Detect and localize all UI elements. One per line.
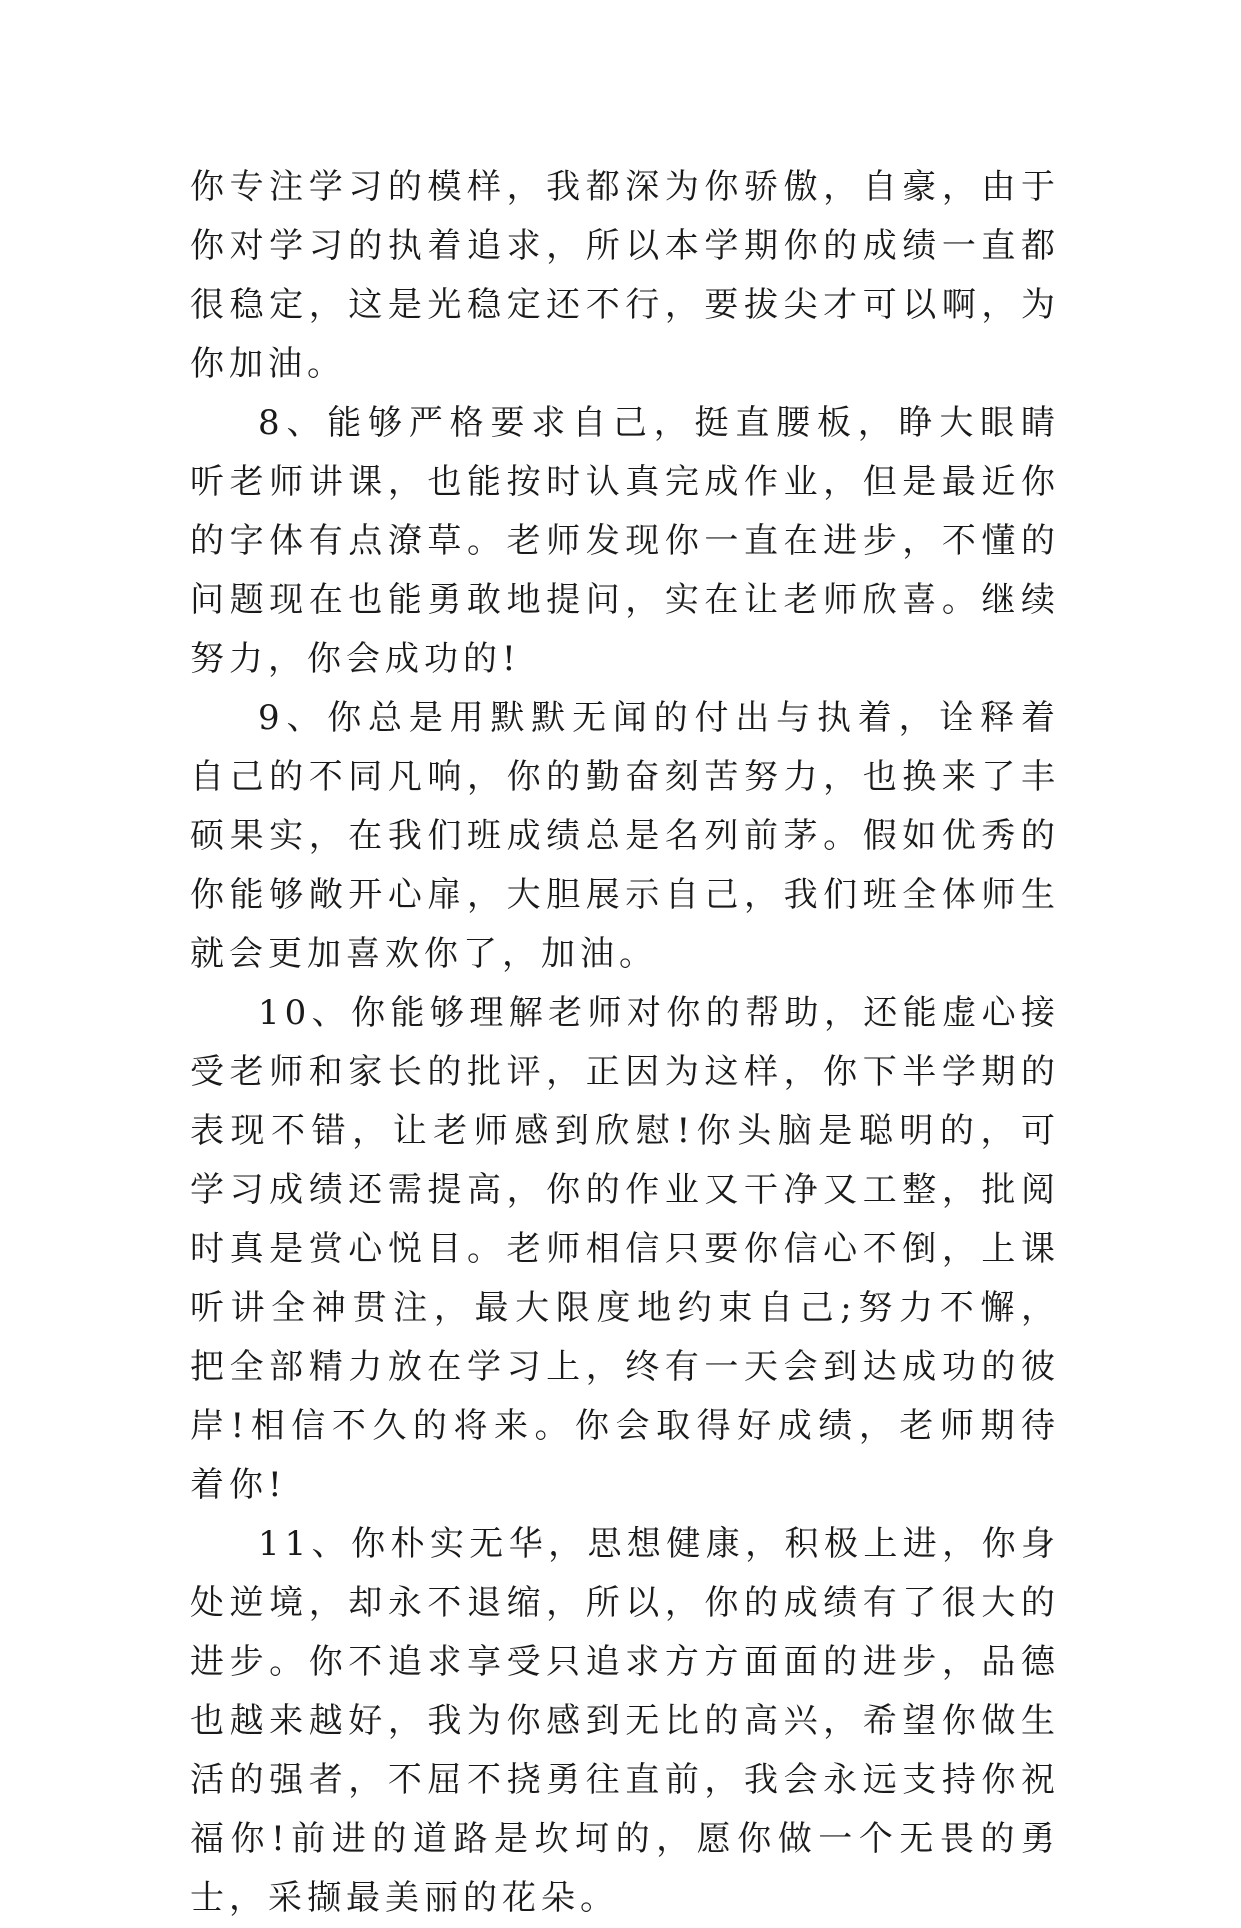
paragraph-item-10: 10、你能够理解老师对你的帮助，还能虚心接受老师和家长的批评，正因为这样，你下半学期的表现不错，让老师感到欣慰!你头脑是聪明的，可学习成绩还需提高，你的作业又干净又工整，批阅时真是赏心悦目。老师相信只要你信心不倒，上课听讲全神贯注，最大限度地约束自己;努力不懈，把全部精力放在学习上，终有一天会到达成功的彼岸!相信不久的将来。你会取得好成绩，老师期待着你! bbox=[190, 993, 1060, 1505]
paragraph-item-9: 9、你总是用默默无闻的付出与执着，诠释着自己的不同凡响，你的勤奋刻苦努力，也换来了丰硕果实，在我们班成绩总是名列前茅。假如优秀的你能够敞开心扉，大胆展示自己，我们班全体师生就会更加喜欢你了，加油。 bbox=[190, 698, 1060, 974]
document-body bbox=[190, 158, 1060, 1928]
paragraph-continuation: 你专注学习的模样，我都深为你骄傲，自豪，由于你对学习的执着追求，所以本学期你的成绩一直都很稳定，这是光稳定还不行，要拔尖才可以啊，为你加油。 bbox=[190, 167, 1060, 384]
paragraph-item-8: 8、能够严格要求自己，挺直腰板，睁大眼睛听老师讲课，也能按时认真完成作业，但是最近你的字体有点潦草。老师发现你一直在进步，不懂的问题现在也能勇敢地提问，实在让老师欣喜。继续努力，你会成功的! bbox=[190, 403, 1060, 679]
paragraph-item-11: 11、你朴实无华，思想健康，积极上进，你身处逆境，却永不退缩，所以，你的成绩有了很大的进步。你不追求享受只追求方方面面的进步，品德也越来越好，我为你感到无比的高兴，希望你做生活的强者，不屈不挠勇往直前，我会永远支持你祝福你!前进的道路是坎坷的，愿你做一个无畏的勇士，采撷最美丽的花朵。 bbox=[190, 1524, 1060, 1918]
